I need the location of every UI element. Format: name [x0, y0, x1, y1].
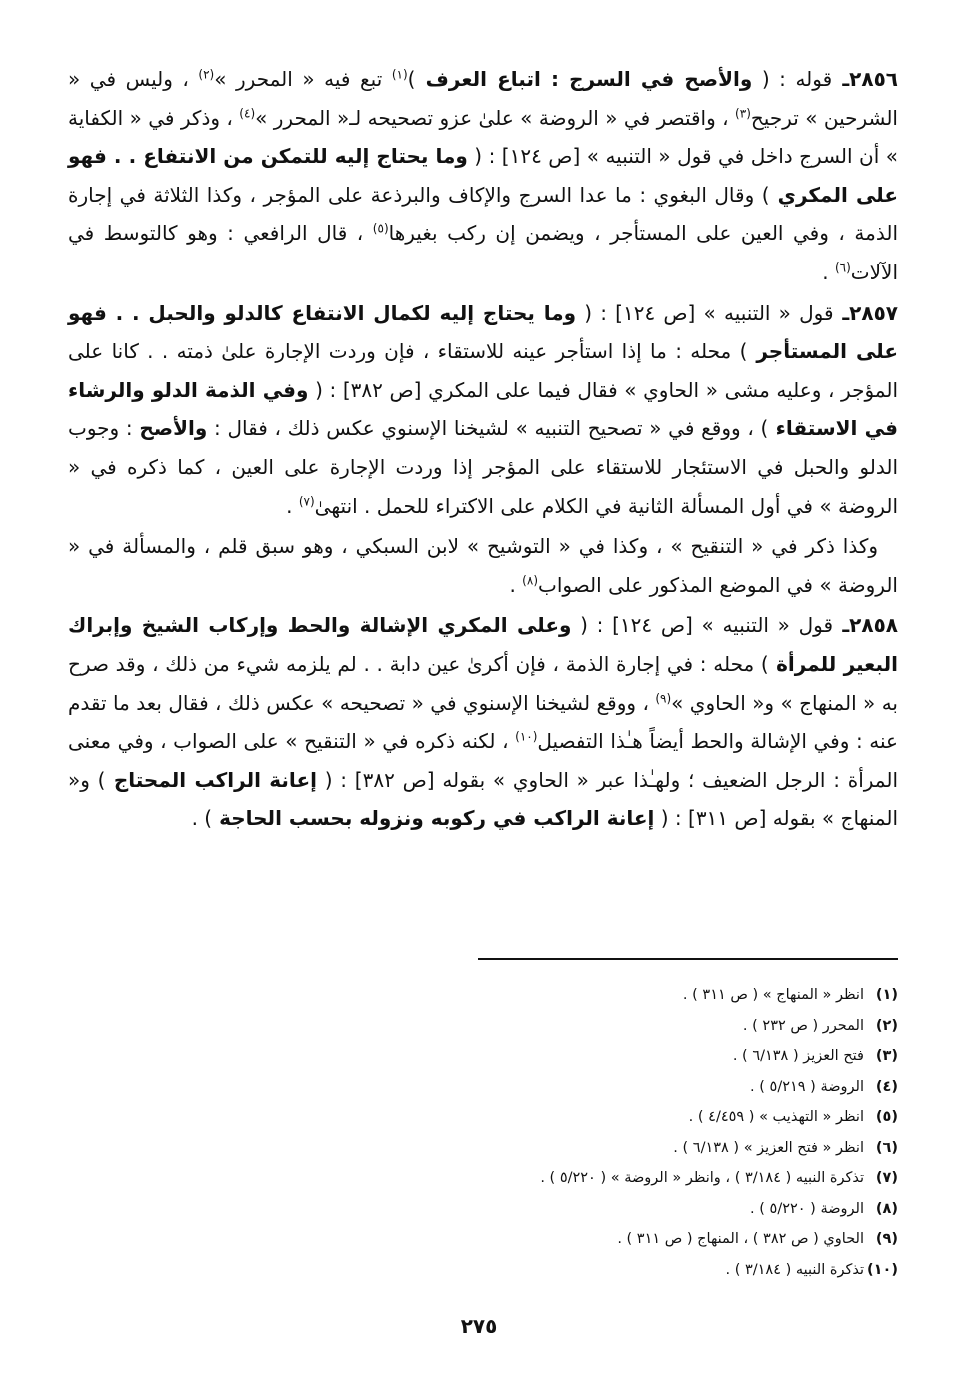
body-text: ) — [407, 67, 416, 91]
footnotes-list — [138, 980, 898, 1285]
body-text: ، وليس في « الشرحين » ترجيح — [68, 67, 898, 130]
footnote-item — [138, 980, 898, 1011]
page-number: ٢٧٥ — [460, 1314, 498, 1338]
footnote-text: فتح العزيز ( ٦/١٣٨ ) . — [732, 1048, 864, 1064]
footnote-text: الروضة ( ٥/٢١٩ ) . — [750, 1078, 864, 1095]
footnote-number: (٤) — [875, 1078, 898, 1095]
footnote-marker: (١) — [391, 67, 408, 82]
footnote-marker: (٢) — [198, 67, 215, 82]
main-text — [68, 60, 898, 840]
body-text: ) ، ووقع في « تصحيح التنبيه » لشيخنا الإسنوي عكس ذلك ، فقال : — [207, 416, 769, 441]
paragraph — [68, 606, 898, 838]
paragraph — [68, 527, 898, 604]
body-text: . — [509, 572, 523, 597]
body-text: قول « التنبيه » [ص ١٢٤] : ( — [576, 300, 834, 325]
footnote-item — [138, 1041, 898, 1072]
footnote-item — [138, 1163, 898, 1194]
paragraph — [68, 60, 898, 292]
body-text: ) . — [191, 806, 213, 831]
footnote-marker: (١٠) — [515, 729, 538, 744]
body-text: . — [286, 493, 299, 518]
body-text: ، وذكر في « الكفاية » أن السرج داخل في قول « التنبيه » [ص ١٢٤] : ( — [68, 105, 898, 169]
bold-text: إعانة الراكب المحتاج — [105, 767, 317, 792]
body-text: تبع فيه « المحرر » — [214, 67, 392, 91]
footnote-number: (٥) — [875, 1109, 898, 1125]
footnote-number: (٣) — [875, 1048, 898, 1064]
body-text: ، قال الرافعي : وهو كالتوسط في الآلات — [68, 221, 898, 284]
body-text: ) و« المنهاج » بقوله [ص ٣١١] : ( — [68, 767, 898, 831]
footnote-marker: (٨) — [522, 573, 538, 588]
footnote-number: (٢) — [875, 1017, 898, 1034]
footnote-item — [138, 1224, 898, 1255]
bold-text: والأصح — [139, 416, 208, 441]
bold-text: ٢٨٥٦ـ — [832, 67, 898, 91]
footnote-item — [138, 1255, 898, 1286]
bold-text: ٢٨٥٧ـ — [833, 300, 898, 325]
footnote-text: انظر « فتح العزيز » ( ٦/١٣٨ ) . — [673, 1139, 864, 1156]
footnote-marker: (٥) — [372, 221, 389, 236]
footnote-marker: (٩) — [655, 690, 672, 705]
footnote-text: تذكرة النبيه ( ٣/١٨٤ ) . — [725, 1261, 864, 1278]
footnote-text: تذكرة النبيه ( ٣/١٨٤ ) ، وانظر « الروضة » ( ٥/٢٢٠ ) . — [540, 1170, 864, 1186]
footnote-item — [138, 1102, 898, 1133]
body-text: ، واقتصر في « الروضة » علىٰ عزو تصحيحه لـ« المحرر » — [255, 105, 736, 130]
footnote-item — [138, 1072, 898, 1103]
bold-text: ٢٨٥٨ـ — [833, 613, 898, 638]
footnote-number: (١٠) — [867, 1261, 898, 1278]
body-text: وكذا ذكر في « التنقيح » ، وكذا في « التوشيح » لابن السبكي ، وهو سبق قلم ، والمسألة في « الروضة » في الموضع المذكور على الصواب — [68, 534, 898, 597]
bold-text: وعلى المكري الإشالة والحط وإركاب الشيخ وإبراك البعير للمرأة — [68, 613, 898, 676]
footnote-text: المحرر ( ص ٢٣٢ ) . — [742, 1017, 864, 1034]
body-text: ) محله : في إجارة الذمة ، فإن أكرىٰ عين دابة . . لم يلزمه شيء من ذلك ، وقد صرح به « المنهاج » و« الحاوي » — [68, 651, 898, 715]
footnote-text: الروضة ( ٥/٢٢٠ ) . — [750, 1200, 864, 1217]
bold-text: وما يحتاج إليه للتمكن من الانتفاع . . فهو على المكري — [68, 144, 898, 207]
paragraph — [68, 294, 898, 526]
bold-text: وفي الذمة الدلو والرشاء في الاستقاء — [68, 377, 899, 441]
footnote-number: (٦) — [875, 1139, 898, 1156]
body-text: ، ووقع لشيخنا الإسنوي في « تصحيحه » عكس ذلك ، فقال بعد ما تقدم عنه : وفي الإشالة والحط أيضاً هـٰذا التفصيل — [68, 690, 898, 754]
footnote-number: (١) — [875, 987, 898, 1003]
footnote-marker: (٣) — [735, 105, 751, 120]
footnote-divider — [478, 958, 898, 960]
footnote-marker: (٤) — [239, 105, 256, 120]
footnote-item — [138, 1011, 898, 1042]
body-text: قول « التنبيه » [ص ١٢٤] : ( — [571, 613, 834, 638]
bold-text: وما يحتاج إليه لكمال الانتفاع كالدلو والحبل . . فهو على المستأجر — [68, 300, 899, 364]
body-text: ، لكنه ذكره في « التنقيح » على الصواب ، وفي معنى المرأة : الرجل الضعيف ؛ ولهـٰذا عبر « الحاوي » بقوله [ص ٣٨٢] : ( — [68, 729, 899, 792]
footnote-text: انظر « المنهاج » ( ص ٣١١ ) . — [682, 987, 864, 1003]
footnote-text: الحاوي ( ص ٣٨٢ ) ، المنهاج ( ص ٣١١ ) . — [617, 1231, 864, 1247]
body-text: ) محله : ما إذا استأجر عينه للاستقاء ، فإن وردت الإجارة علىٰ ذمته . . كانا على المؤجر ، وعليه مشى « الحاوي » فقال فيما على المكري [ص ٣٨٢] : ( — [68, 339, 899, 402]
bold-text: إعانة الراكب في ركوبه ونزوله بحسب الحاجة — [212, 806, 655, 831]
footnote-number: (٧) — [875, 1170, 898, 1186]
footnote-number: (٨) — [875, 1200, 898, 1217]
body-text: ) وقال البغوي : ما عدا السرج والإكاف والبرذعة على المؤجر ، وكذا الثلاثة في إجارة الذمة ، وفي العين على المستأجر ، ويضمن إن ركب بغيرها — [68, 182, 899, 246]
footnote-marker: (٧) — [298, 493, 315, 508]
body-text: : وجوب الدلو والحبل في الاستئجار للاستقاء على المؤجر إذا وردت الإجارة على العين ، كما ذكره في « الروضة » في أول المسألة الثانية في الكلام على الاكتراء للحمل . انتهىٰ — [68, 416, 898, 518]
body-text: قوله : ( — [752, 67, 833, 91]
bold-text: والأصح في السرج : اتباع العرف — [415, 67, 753, 91]
footnote-number: (٩) — [875, 1231, 898, 1247]
footnote-text: انظر « التهذيب » ( ٤/٤٥٩ ) . — [688, 1109, 864, 1125]
footnote-item — [138, 1133, 898, 1164]
footnote-marker: (٦) — [834, 260, 851, 275]
body-text: . — [822, 259, 835, 284]
footnote-item — [138, 1194, 898, 1225]
